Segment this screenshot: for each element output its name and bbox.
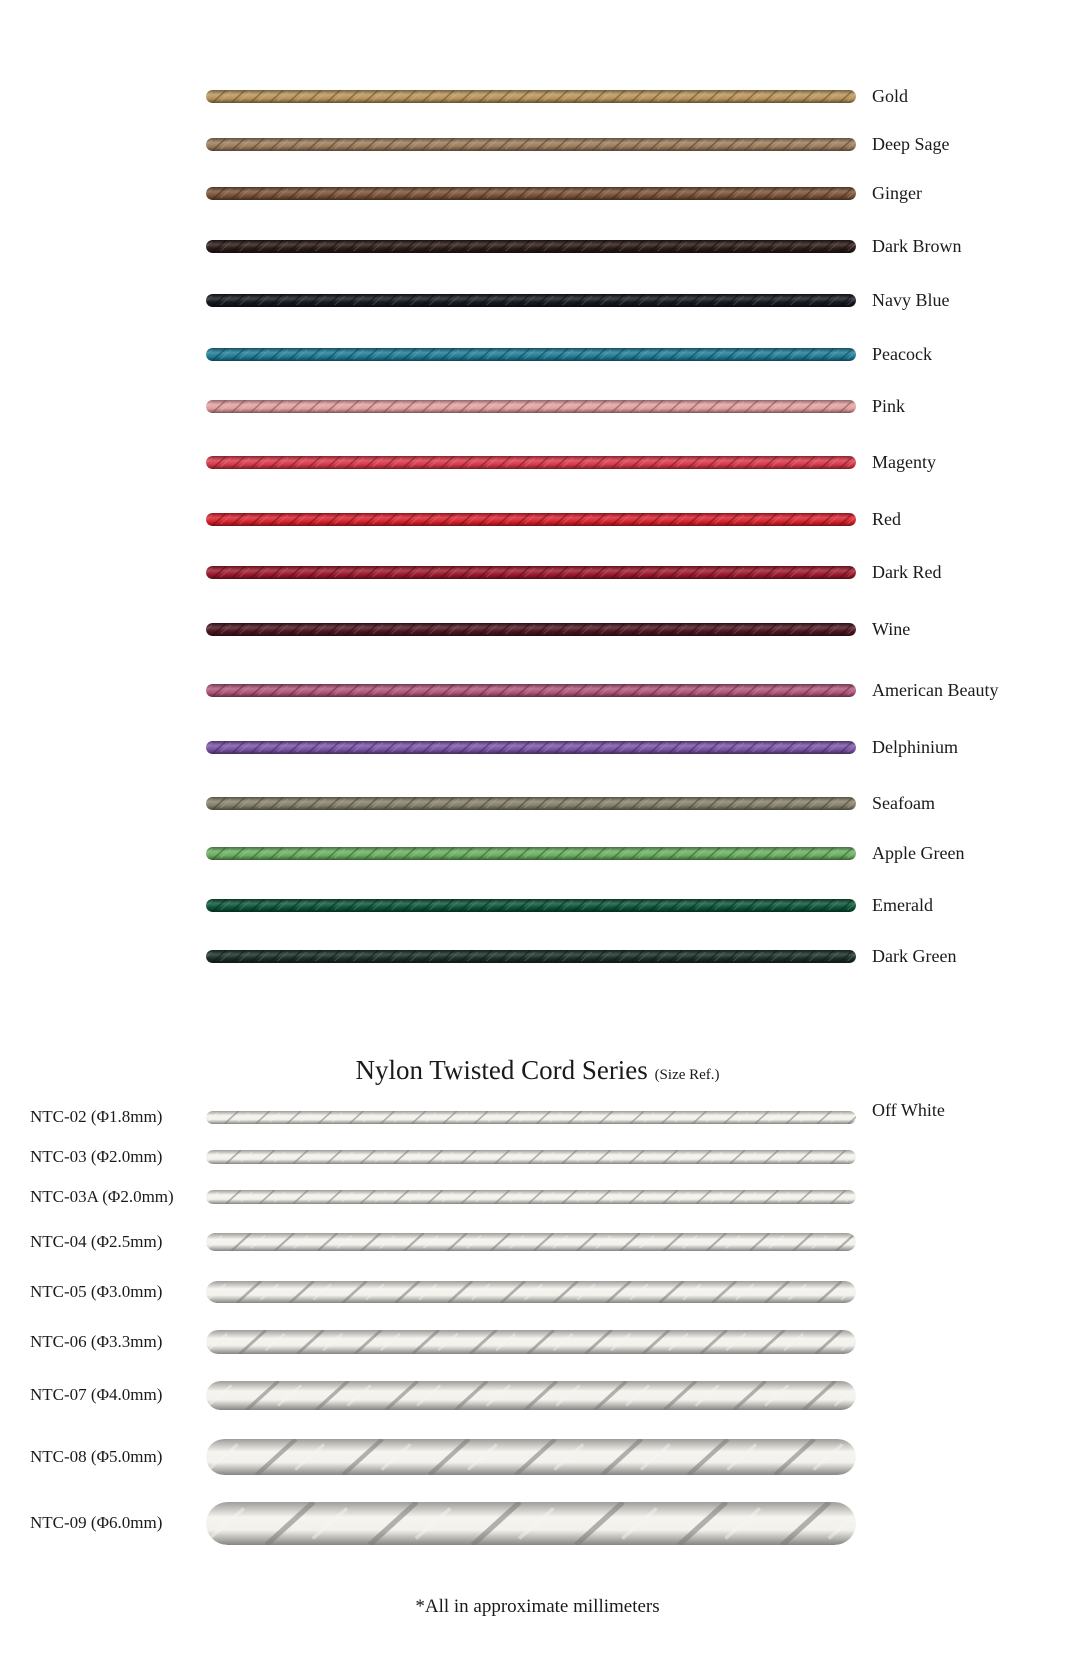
size-cord-label: NTC-05 (Φ3.0mm) xyxy=(30,1282,163,1301)
color-cord-swatch xyxy=(206,138,856,151)
color-cord-label: Deep Sage xyxy=(872,134,950,154)
size-cord-swatch xyxy=(206,1439,856,1475)
color-cord-swatch xyxy=(206,847,856,860)
color-cord-swatch xyxy=(206,240,856,253)
series-title-text: Nylon Twisted Cord Series xyxy=(355,1055,648,1085)
color-cord-label: Red xyxy=(872,509,901,529)
size-cord-label: NTC-03 (Φ2.0mm) xyxy=(30,1147,163,1166)
color-cord-swatch xyxy=(206,950,856,963)
size-cord-label: NTC-07 (Φ4.0mm) xyxy=(30,1385,163,1404)
color-cord-label: Delphinium xyxy=(872,737,958,757)
series-subtitle: (Size Ref.) xyxy=(654,1067,720,1083)
off-white-label: Off White xyxy=(872,1100,945,1120)
color-cord-label: Gold xyxy=(872,86,908,106)
color-cord-label: Dark Green xyxy=(872,946,957,966)
color-cord-label: American Beauty xyxy=(872,680,999,700)
color-cord-label: Wine xyxy=(872,619,911,639)
size-cord-label: NTC-04 (Φ2.5mm) xyxy=(30,1232,163,1251)
size-cord-swatch xyxy=(206,1381,856,1410)
color-cord-label: Magenty xyxy=(872,452,936,472)
color-cord-swatch xyxy=(206,400,856,413)
color-cord-label: Seafoam xyxy=(872,793,935,813)
color-cord-label: Apple Green xyxy=(872,843,965,863)
color-cord-label: Navy Blue xyxy=(872,290,950,310)
size-cord-swatch xyxy=(206,1233,856,1251)
color-cord-swatch xyxy=(206,684,856,697)
color-cord-swatch xyxy=(206,348,856,361)
size-cord-label: NTC-08 (Φ5.0mm) xyxy=(30,1447,163,1466)
color-cord-label: Pink xyxy=(872,396,906,416)
color-cord-label: Peacock xyxy=(872,344,932,364)
color-cord-swatch xyxy=(206,456,856,469)
color-cord-label: Ginger xyxy=(872,183,922,203)
color-cord-label: Emerald xyxy=(872,895,933,915)
size-cord-label: NTC-06 (Φ3.3mm) xyxy=(30,1332,163,1351)
color-cord-swatch xyxy=(206,187,856,200)
size-cord-label: NTC-02 (Φ1.8mm) xyxy=(30,1107,163,1126)
color-cord-swatch xyxy=(206,513,856,526)
color-cord-swatch xyxy=(206,294,856,307)
color-cord-swatch xyxy=(206,566,856,579)
size-cord-label: NTC-03A (Φ2.0mm) xyxy=(30,1187,174,1206)
size-cord-row xyxy=(0,1483,1075,1563)
color-cord-swatch xyxy=(206,90,856,103)
size-cord-swatch xyxy=(206,1502,856,1545)
size-cord-swatch xyxy=(206,1330,856,1354)
size-cord-label: NTC-09 (Φ6.0mm) xyxy=(30,1513,163,1532)
color-cord-swatch xyxy=(206,741,856,754)
color-cord-label: Dark Red xyxy=(872,562,942,582)
footnote: *All in approximate millimeters xyxy=(415,1596,660,1617)
color-cord-swatch xyxy=(206,899,856,912)
color-cord-swatch xyxy=(206,797,856,810)
color-cord-swatch xyxy=(206,623,856,636)
color-cord-label: Dark Brown xyxy=(872,236,962,256)
size-cord-swatch xyxy=(206,1281,856,1303)
